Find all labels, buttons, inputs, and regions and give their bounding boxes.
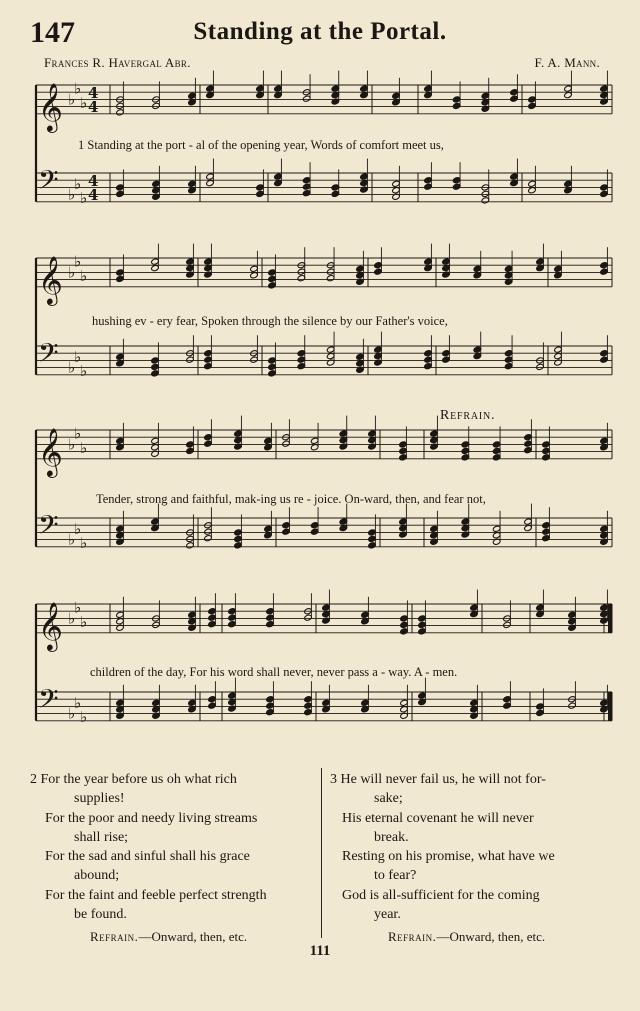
time-signature: 4 [88, 172, 99, 190]
time-signature: 4 [88, 186, 99, 204]
flat-sign-icon: ♭ [80, 267, 88, 285]
refrain-text: —Onward, then, etc. [436, 929, 546, 945]
verse-3-line: God is all-sufficient for the coming [342, 887, 540, 903]
flat-sign-icon: ♭ [74, 252, 82, 271]
hymn-number: 147 [30, 16, 75, 49]
verse-2-line: For the sad and sinful shall his grace [45, 849, 250, 865]
verse-3-line: break. [374, 829, 409, 845]
flat-sign-icon: ♭ [74, 519, 82, 538]
treble-clef-icon: 𝄞 [38, 254, 63, 304]
column-divider [321, 768, 322, 938]
lyric-line-3: Tender, strong and faithful, mak-ing us re - joice. On-ward, then, and fear not, [96, 492, 486, 506]
flat-sign-icon: ♭ [68, 185, 76, 204]
treble-clef-icon: 𝄞 [38, 600, 63, 650]
flat-sign-icon: ♭ [68, 609, 76, 628]
flat-sign-icon: ♭ [80, 362, 88, 381]
flat-sign-icon: ♭ [68, 704, 76, 723]
verse-3-line: year. [374, 907, 401, 923]
flat-sign-icon: ♭ [80, 94, 88, 112]
lyric-line-4: children of the day, For his word shall never, never pass a - way. A - men. [90, 665, 458, 679]
bass-clef-icon: 𝄢 [38, 164, 59, 202]
treble-clef-icon: 𝄞 [38, 426, 63, 476]
page-number: 111 [309, 943, 331, 959]
bass-clef-icon: 𝄢 [38, 337, 59, 375]
flat-sign-icon: ♭ [80, 439, 88, 457]
verse-2-line: For the poor and needy living streams [45, 810, 258, 826]
verse-2-line: abound; [74, 868, 120, 884]
verse-3-line: Resting on his promise, what have we [342, 849, 555, 865]
verse-2-line: shall rise; [74, 829, 129, 845]
author-credit: Frances R. Havergal Abr. [44, 55, 191, 70]
bass-clef-icon: 𝄢 [38, 683, 59, 721]
refrain-marker: Refrain. [440, 408, 496, 423]
verse-3-line: 3 He will never fail us, he will not for- [330, 772, 546, 787]
flat-sign-icon: ♭ [74, 347, 82, 366]
flat-sign-icon: ♭ [68, 90, 76, 109]
composer-credit: F. A. Mann. [534, 55, 600, 70]
flat-sign-icon: ♭ [80, 189, 88, 208]
refrain-label: Refrain. [90, 929, 139, 945]
time-signature: 4 [88, 98, 99, 116]
flat-sign-icon: ♭ [68, 358, 76, 377]
flat-sign-icon: ♭ [68, 435, 76, 454]
flat-sign-icon: ♭ [80, 613, 88, 631]
verse-3-line: to fear? [374, 868, 417, 884]
flat-sign-icon: ♭ [74, 79, 82, 98]
verse-3-line: sake; [374, 791, 403, 807]
verse-2-line: For the faint and feeble perfect strength [45, 887, 267, 903]
treble-clef-icon: 𝄞 [38, 81, 63, 131]
flat-sign-icon: ♭ [74, 598, 82, 617]
flat-sign-icon: ♭ [80, 708, 88, 727]
verse-2-line: be found. [74, 907, 127, 923]
refrain-text: —Onward, then, etc. [138, 929, 248, 945]
lyric-line-1: 1 Standing at the port - al of the opening year, Words of comfort meet us, [78, 138, 444, 152]
verse-2-line: supplies! [74, 791, 125, 807]
final-bar-line [608, 692, 612, 721]
flat-sign-icon: ♭ [80, 534, 88, 553]
verse-3 [330, 770, 620, 947]
verse-2-line: 2 For the year before us oh what rich [30, 772, 237, 787]
flat-sign-icon: ♭ [68, 263, 76, 282]
final-bar-line [608, 604, 612, 633]
refrain-label: Refrain. [388, 929, 437, 945]
bass-clef-icon: 𝄢 [38, 509, 59, 547]
flat-sign-icon: ♭ [74, 424, 82, 443]
flat-sign-icon: ♭ [74, 693, 82, 712]
verse-3-line: His eternal covenant he will never [342, 810, 534, 826]
time-signature: 4 [88, 84, 99, 102]
flat-sign-icon: ♭ [68, 530, 76, 549]
flat-sign-icon: ♭ [74, 174, 82, 193]
verse-2 [30, 770, 320, 947]
hymn-title: Standing at the Portal. [193, 18, 447, 45]
lyric-line-2: hushing ev - ery fear, Spoken through the silence by our Father's voice, [92, 314, 448, 328]
